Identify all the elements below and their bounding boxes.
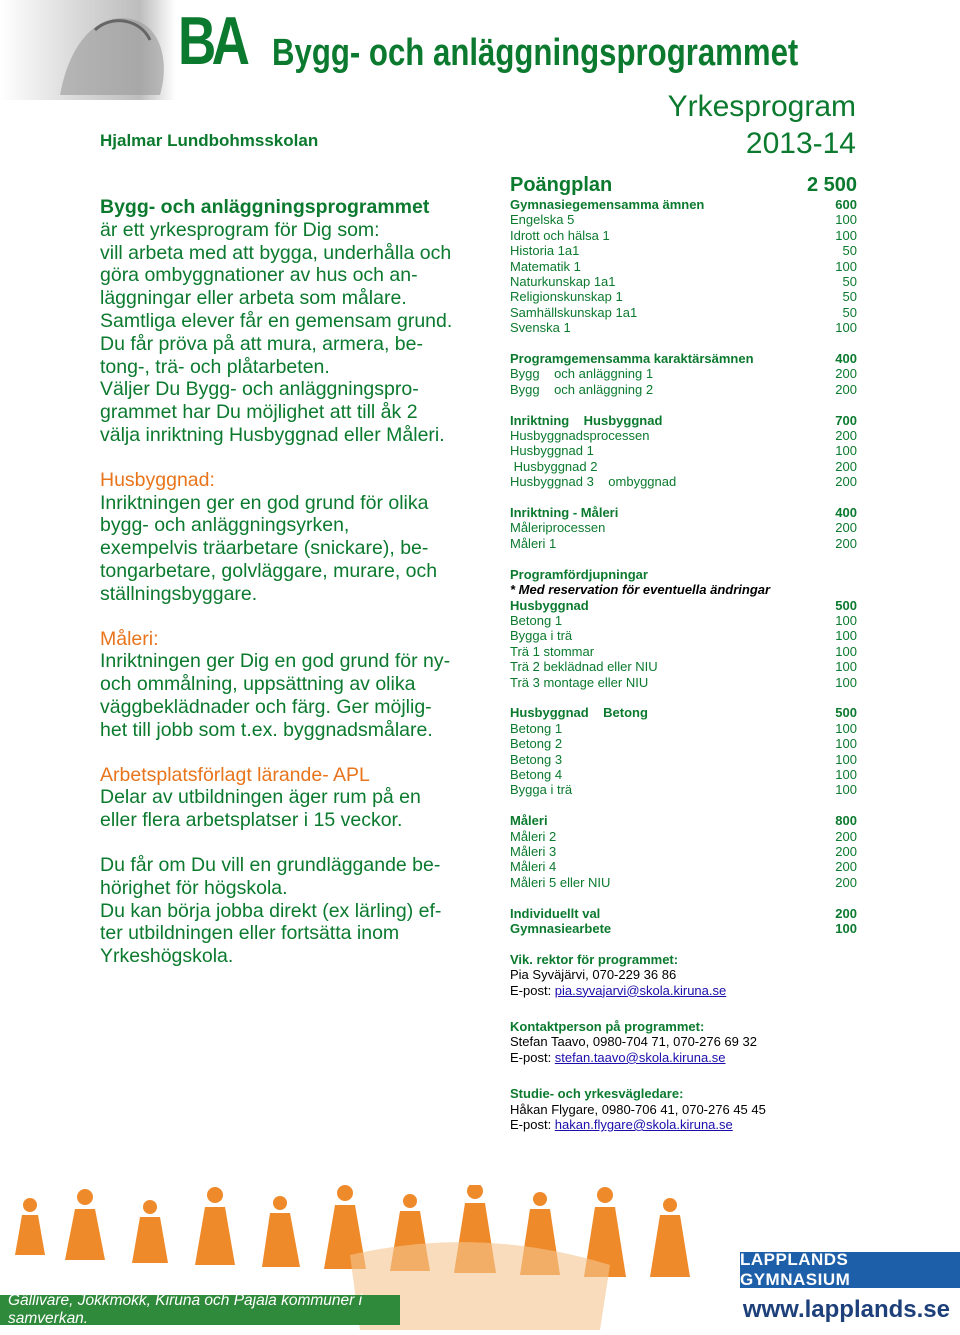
course-row-label: Måleri 1 — [510, 535, 557, 551]
course-row-points: 100 — [835, 443, 857, 459]
course-row — [510, 305, 857, 320]
fordjupning-row — [510, 844, 857, 859]
fordjupning-row-points: 100 — [835, 720, 857, 736]
apl-line: eller flera arbetsplatser i 15 veckor. — [100, 809, 403, 832]
intro-line: Samtliga elever får en gemensam grund. — [100, 309, 453, 332]
extra-course-row-points: 200 — [835, 905, 857, 921]
footer-slogan: Gällivare, Jokkmokk, Kiruna och Pajala kommuner i samverkan. — [0, 1295, 400, 1325]
fordjupning-row-label: Trä 3 montage eller NIU — [510, 674, 649, 690]
husbyggnad-line: exempelvis träarbetare (snickare), be- — [100, 537, 429, 560]
fordjupning-row — [510, 628, 857, 643]
course-row — [510, 228, 857, 243]
fordjupning-row-label: Måleri 5 eller NIU — [510, 874, 611, 890]
fordjupning-row — [510, 767, 857, 782]
hogskola-line: Yrkeshögskola. — [100, 945, 234, 968]
fordjupning-heading-label: Måleri — [510, 813, 548, 829]
course-row — [510, 428, 857, 443]
course-row-label: Bygg och anläggning 2 — [510, 381, 654, 397]
school-year: 2013-14 — [745, 127, 856, 160]
maleri-line: väggbeklädnader och färg. Ger möjlig- — [100, 695, 432, 718]
program-type: Yrkesprogram — [667, 90, 856, 123]
fordjupning-heading — [510, 705, 857, 720]
hogskola-line: hörighet för högskola. — [100, 876, 288, 899]
fordjupning-heading: Programfördjupningar — [510, 566, 648, 582]
fordjupning-row — [510, 675, 857, 690]
contact-block — [510, 952, 857, 998]
section-heading — [510, 413, 857, 428]
fordjupning-row-label: Trä 2 beklädnad eller NIU — [510, 659, 658, 675]
fordjupning-heading — [510, 813, 857, 828]
email-link[interactable]: pia.syvajarvi@skola.kiruna.se — [554, 982, 727, 998]
intro-line: välja inriktning Husbyggnad eller Måleri. — [100, 423, 445, 446]
course-row-points: 200 — [835, 366, 857, 382]
contacts — [510, 952, 857, 1133]
section-heading — [510, 197, 857, 212]
course-row-label: Husbyggnad 2 — [510, 458, 598, 474]
course-row-label: Idrott och hälsa 1 — [510, 227, 610, 243]
program-description — [100, 196, 485, 990]
intro-line: tong-, trä- och plåtarbeten. — [100, 355, 330, 378]
course-row-points: 200 — [835, 381, 857, 397]
section-heading-points: 700 — [835, 412, 857, 428]
contact-line: Håkan Flygare, 0980-706 41, 070-276 45 45 — [510, 1101, 766, 1117]
fordjupning-row-label: Bygga i trä — [510, 628, 573, 644]
contact-block — [510, 1019, 857, 1065]
course-row-label: Husbyggnad 1 — [510, 443, 594, 459]
course-row — [510, 259, 857, 274]
intro-heading: Bygg- och anläggningsprogrammet — [100, 196, 430, 218]
extra-course-row-points: 100 — [835, 920, 857, 936]
fordjupning-row — [510, 644, 857, 659]
fordjupning-row — [510, 829, 857, 844]
course-row-label: Svenska 1 — [510, 320, 571, 336]
course-row-label: Husbyggnad 3 ombyggnad — [510, 474, 677, 490]
fordjupning-row-points: 200 — [835, 859, 857, 875]
fordjupning-row-points: 100 — [835, 766, 857, 782]
husbyggnad-line: ställningsbyggare. — [100, 582, 258, 605]
contact-line: Pia Syväjärvi, 070-229 36 86 — [510, 967, 677, 983]
course-row — [510, 289, 857, 304]
contact-block — [510, 1086, 857, 1132]
contact-heading: Vik. rektor för programmet: — [510, 951, 679, 967]
maleri-line: och ommålning, uppsättning av olika — [100, 673, 416, 696]
intro-line: vill arbeta med att bygga, underhålla och — [100, 241, 452, 264]
course-row-points: 200 — [835, 520, 857, 536]
course-row-points: 200 — [835, 458, 857, 474]
fordjupning-heading-label: Husbyggnad — [510, 597, 589, 613]
husbyggnad-line: tongarbetare, golvläggare, murare, och — [100, 559, 438, 582]
contact-email-row — [510, 983, 857, 998]
fordjupning-row — [510, 752, 857, 767]
poangplan — [510, 173, 857, 1153]
maleri-heading: Måleri: — [100, 627, 159, 650]
hogskola-line: ter utbildningen eller fortsätta inom — [100, 922, 400, 945]
course-row-label: Historia 1a1 — [510, 243, 580, 259]
maleri-line: het till jobb som t.ex. byggnadsmålare. — [100, 718, 433, 741]
extra-course-row — [510, 906, 857, 921]
extra-courses — [510, 906, 857, 937]
course-row — [510, 459, 857, 474]
email-link[interactable]: stefan.taavo@skola.kiruna.se — [554, 1049, 726, 1065]
fordjupning-row — [510, 859, 857, 874]
fordjupning-row-label: Betong 1 — [510, 612, 563, 628]
section-heading-label: Programgemensamma karaktärsämnen — [510, 351, 754, 367]
section-heading-label: Gymnasiegemensamma ämnen — [510, 197, 705, 212]
course-row — [510, 243, 857, 258]
fordjupning-row — [510, 721, 857, 736]
fordjupning-row — [510, 875, 857, 890]
course-row — [510, 274, 857, 289]
section-heading-label: Inriktning Husbyggnad — [510, 412, 663, 428]
intro-line: göra ombyggnationer av hus och an- — [100, 264, 418, 287]
course-row — [510, 212, 857, 227]
course-row-points: 50 — [842, 304, 857, 320]
intro-line: läggningar eller arbeta som målare. — [100, 287, 407, 310]
section-heading-points: 600 — [835, 197, 857, 212]
course-row-label: Samhällskunskap 1a1 — [510, 304, 638, 320]
extra-course-row-label: Individuellt val — [510, 905, 601, 921]
section-heading-points: 400 — [835, 505, 857, 521]
header-sketch-image — [0, 0, 175, 100]
school-name: Hjalmar Lundbohmsskolan — [100, 131, 319, 150]
fordjupning-row-points: 100 — [835, 612, 857, 628]
course-row-label: Naturkunskap 1a1 — [510, 274, 616, 290]
fordjupning-sections — [510, 598, 857, 891]
course-row-points: 200 — [835, 474, 857, 490]
fordjupning-row-points: 100 — [835, 628, 857, 644]
course-row-points: 100 — [835, 320, 857, 336]
course-row-points: 50 — [842, 274, 857, 290]
hogskola-line: Du får om Du vill en grundläggande be- — [100, 853, 441, 876]
fordjupning-row-label: Trä 1 stommar — [510, 643, 595, 659]
fordjupning-note: * Med reservation för eventuella ändringar — [510, 582, 771, 598]
poangplan-header — [510, 173, 857, 197]
fordjupning-heading-points: 500 — [835, 597, 857, 613]
course-row-label: Husbyggnadsprocessen — [510, 428, 650, 444]
apl-line: Delar av utbildningen äger rum på en — [100, 786, 421, 809]
fordjupning-row-label: Betong 4 — [510, 766, 563, 782]
course-row-points: 50 — [842, 243, 857, 259]
fordjupning-row-points: 200 — [835, 843, 857, 859]
course-row — [510, 536, 857, 551]
poangplan-total: 2 500 — [806, 174, 857, 196]
fordjupning-row-label: Betong 2 — [510, 736, 563, 752]
fordjupning-row-points: 100 — [835, 736, 857, 752]
course-row-label: Måleriprocessen — [510, 520, 606, 536]
course-sections — [510, 197, 857, 551]
intro-line: är ett yrkesprogram för Dig som: — [100, 218, 380, 241]
course-row-label: Matematik 1 — [510, 258, 581, 274]
fordjupning-row-label: Bygga i trä — [510, 782, 573, 798]
course-row-points: 200 — [835, 428, 857, 444]
course-row-points: 100 — [835, 212, 857, 228]
section-heading — [510, 351, 857, 366]
program-code: BA — [178, 3, 246, 79]
course-row-label: Religionskunskap 1 — [510, 289, 623, 305]
fordjupning-heading-label: Husbyggnad Betong — [510, 705, 648, 721]
course-row — [510, 520, 857, 535]
fordjupning-row — [510, 659, 857, 674]
website-link[interactable]: www.lapplands.se — [742, 1296, 950, 1323]
contact-line: Stefan Taavo, 0980-704 71, 070-276 69 32 — [510, 1034, 757, 1050]
course-row — [510, 366, 857, 381]
lapplands-gymnasium-logo: LAPPLANDS GYMNASIUM — [740, 1252, 960, 1288]
extra-course-row — [510, 921, 857, 936]
section-heading-label: Inriktning - Måleri — [510, 505, 619, 521]
poangplan-title: Poängplan — [510, 174, 613, 196]
maleri-line: Inriktningen ger Dig en god grund för ny- — [100, 650, 451, 673]
fordjupning-row-label: Måleri 2 — [510, 828, 557, 844]
fordjupning-heading-points: 800 — [835, 813, 857, 829]
apl-heading: Arbetsplatsförlagt lärande- APL — [100, 763, 370, 786]
fordjupning-row-label: Måleri 4 — [510, 859, 557, 875]
fordjupning-heading — [510, 598, 857, 613]
email-label: E-post: — [510, 1117, 555, 1133]
intro-line: grammet har Du möjlighet att till åk 2 — [100, 401, 418, 424]
course-row-points: 50 — [842, 289, 857, 305]
fordjupning-row-label: Måleri 3 — [510, 843, 557, 859]
email-link[interactable]: hakan.flygare@skola.kiruna.se — [554, 1117, 733, 1133]
husbyggnad-line: Inriktningen ger en god grund för olika — [100, 491, 429, 514]
fordjupning-row-label: Betong 1 — [510, 720, 563, 736]
page-title: Bygg- och anläggningsprogrammet — [272, 32, 799, 74]
contact-email-row — [510, 1050, 857, 1065]
fordjupning-row — [510, 782, 857, 797]
fordjupning-heading-points: 500 — [835, 705, 857, 721]
fordjupning-row-points: 200 — [835, 874, 857, 890]
contact-heading: Studie- och yrkesvägledare: — [510, 1086, 684, 1102]
course-row-points: 100 — [835, 258, 857, 274]
fordjupning-row — [510, 613, 857, 628]
fordjupning-row — [510, 736, 857, 751]
fordjupning-row-points: 100 — [835, 643, 857, 659]
contact-heading: Kontaktperson på programmet: — [510, 1019, 705, 1034]
course-row-label: Engelska 5 — [510, 212, 575, 228]
course-row — [510, 320, 857, 335]
fordjupning-row-points: 100 — [835, 659, 857, 675]
husbyggnad-line: bygg- och anläggningsyrken, — [100, 514, 350, 537]
contact-email-row — [510, 1117, 857, 1132]
course-row — [510, 382, 857, 397]
fordjupning-row-label: Betong 3 — [510, 751, 563, 767]
course-row — [510, 443, 857, 458]
fordjupning-row-points: 100 — [835, 674, 857, 690]
section-heading — [510, 505, 857, 520]
hogskola-line: Du kan börja jobba direkt (ex lärling) ef- — [100, 899, 442, 922]
email-label: E-post: — [510, 1049, 555, 1065]
intro-line: Väljer Du Bygg- och anläggningspro- — [100, 378, 419, 401]
fordjupning-row-points: 100 — [835, 751, 857, 767]
section-heading-points: 400 — [835, 351, 857, 367]
extra-course-row-label: Gymnasiearbete — [510, 920, 612, 936]
course-row-label: Bygg och anläggning 1 — [510, 366, 654, 382]
email-label: E-post: — [510, 982, 555, 998]
course-row-points: 200 — [835, 535, 857, 551]
fordjupning-row-points: 200 — [835, 828, 857, 844]
course-row — [510, 474, 857, 489]
husbyggnad-heading: Husbyggnad: — [100, 468, 215, 491]
course-row-points: 100 — [835, 227, 857, 243]
intro-line: Du får pröva på att mura, armera, be- — [100, 332, 423, 355]
fordjupning-row-points: 100 — [835, 782, 857, 798]
